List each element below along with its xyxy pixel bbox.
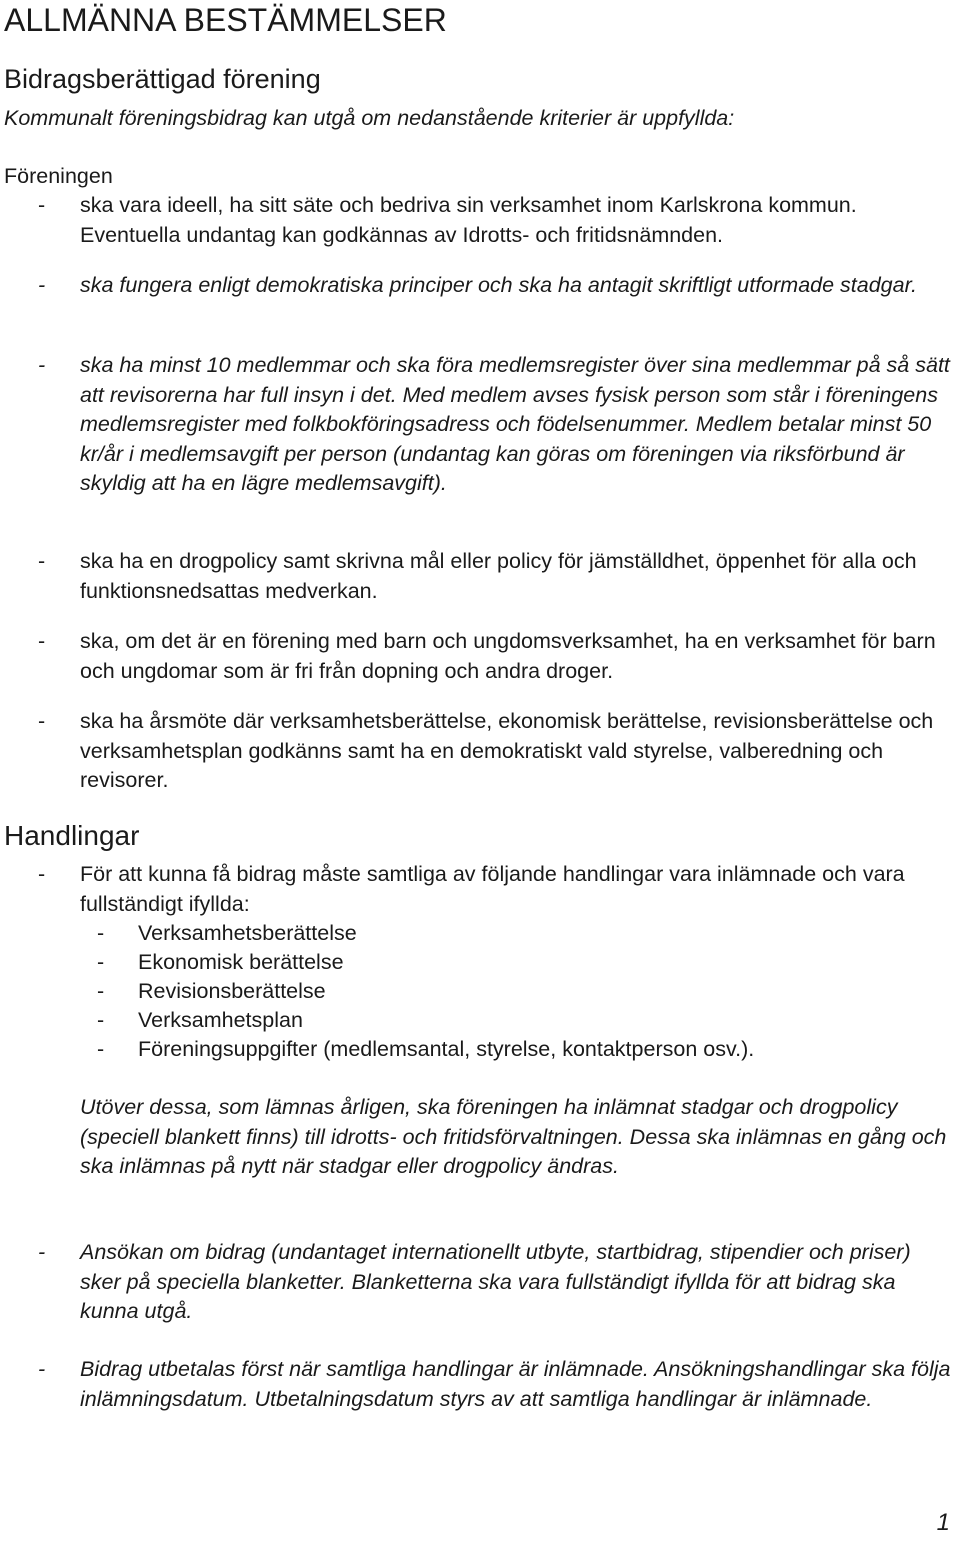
page-title: ALLMÄNNA BESTÄMMELSER: [4, 2, 447, 38]
sub-list-item-text: Revisionsberättelse: [138, 979, 326, 1003]
sub-list-item-text: Ekonomisk berättelse: [138, 950, 344, 974]
body-paragraph: Utöver dessa, som lämnas årligen, ska föreningen ha inlämnat stadgar och drogpolicy (speciell blankett finns) till idrotts- och fritidsförvaltningen. Dessa ska inlämnas en gång och ska inlämnas på nytt när stadgar eller drogpolicy ändras.: [80, 1095, 947, 1178]
list-item-text: ska vara ideell, ha sitt säte och bedriva sin verksamhet inom Karlskrona kommun. Eventuella undantag kan godkännas av Idrotts- och fritidsnämnden.: [80, 193, 857, 247]
list-item-text: ska ha årsmöte där verksamhetsberättelse, ekonomisk berättelse, revisionsberättelse och verksamhetsplan godkänns samt ha en demokratiskt vald styrelse, valberedning och revisorer.: [80, 709, 934, 792]
sub-list-item-text: Verksamhetsplan: [138, 1008, 303, 1032]
list-dash: -: [38, 1357, 46, 1381]
list-item-text: Bidrag utbetalas först när samtliga handlingar är inlämnade. Ansökningshandlingar ska följa inlämningsdatum. Utbetalningsdatum styrs av att samtliga handlingar är inlämnade.: [80, 1357, 951, 1411]
list-dash: -: [38, 193, 46, 217]
section-heading-bidragsberattigad: Bidragsberättigad förening: [4, 64, 321, 94]
list-dash: -: [97, 921, 105, 945]
list-item-text: ska, om det är en förening med barn och ungdomsverksamhet, ha en verksamhet för barn och ungdomar som är fri från dopning och andra droger.: [80, 629, 936, 683]
list-item-text: ska ha minst 10 medlemmar och ska föra medlemsregister över sina medlemmar på så sätt att revisorerna har full insyn i det. Med medlem avses fysisk person som står i föreningens medlemsregister med folkbokföringsadress och födelsenummer. Medlem betalar minst 50 kr/år i medlemsavgift per person (undantag kan göras om föreningen via riksförbund är skyldig att ha en lägre medlemsavgift).: [80, 353, 950, 495]
sub-list-item-text: Föreningsuppgifter (medlemsantal, styrelse, kontaktperson osv.).: [138, 1037, 755, 1061]
list-item-text: Ansökan om bidrag (undantaget internationellt utbyte, startbidrag, stipendier och priser) sker på speciella blanketter. Blanketterna ska vara fullständigt ifyllda för att bidrag ska kunna utgå.: [80, 1240, 911, 1323]
list-dash: -: [97, 950, 105, 974]
list-dash: -: [97, 979, 105, 1003]
section-heading-handlingar: Handlingar: [4, 820, 140, 851]
list-dash: -: [38, 709, 46, 733]
section-intro: Kommunalt föreningsbidrag kan utgå om nedanstående kriterier är uppfyllda:: [4, 106, 735, 130]
page-number: 1: [936, 1509, 950, 1536]
list-dash: -: [97, 1037, 105, 1061]
list-dash: -: [38, 549, 46, 573]
list-dash: -: [38, 1240, 46, 1264]
list-item-text: För att kunna få bidrag måste samtliga av följande handlingar vara inlämnade och vara fullständigt ifyllda:: [80, 862, 905, 916]
list-dash: -: [97, 1008, 105, 1032]
list-item-text: ska ha en drogpolicy samt skrivna mål eller policy för jämställdhet, öppenhet för alla och funktionsnedsattas medverkan.: [80, 549, 917, 603]
list-dash: -: [38, 273, 46, 297]
subject-label: Föreningen: [4, 164, 113, 188]
sub-list-item-text: Verksamhetsberättelse: [138, 921, 357, 945]
list-dash: -: [38, 629, 46, 653]
list-dash: -: [38, 353, 46, 377]
list-dash: -: [38, 862, 46, 886]
list-item-text: ska fungera enligt demokratiska principer och ska ha antagit skriftligt utformade stadgar.: [80, 273, 917, 297]
